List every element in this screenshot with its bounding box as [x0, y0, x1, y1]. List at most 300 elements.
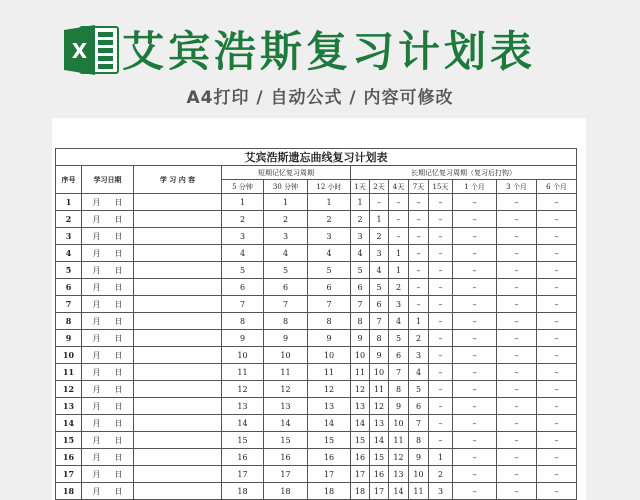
month-label: 月	[92, 435, 101, 445]
row-seq: 17	[56, 466, 82, 483]
long-term-cell[interactable]: 2	[409, 330, 429, 347]
long-term-cell[interactable]: 1	[389, 262, 409, 279]
long-term-cell[interactable]: –	[497, 279, 537, 296]
long-term-cell[interactable]: 12	[370, 398, 389, 415]
long-term-cell[interactable]: –	[453, 466, 497, 483]
long-term-cell[interactable]: –	[453, 279, 497, 296]
short-term-cell: 15	[264, 432, 308, 449]
short-term-cell: 1	[264, 194, 308, 211]
row-seq: 5	[56, 262, 82, 279]
long-term-cell[interactable]: 17	[351, 466, 370, 483]
row-seq: 14	[56, 415, 82, 432]
row-seq: 11	[56, 364, 82, 381]
row-date-cell[interactable]	[82, 313, 134, 330]
row-content-cell[interactable]	[134, 313, 222, 330]
table-row	[56, 466, 577, 483]
long-term-cell[interactable]: 7	[351, 296, 370, 313]
long-term-cell[interactable]: 10	[389, 415, 409, 432]
row-date-cell[interactable]	[82, 415, 134, 432]
short-term-cell: 15	[308, 432, 351, 449]
long-term-cell[interactable]: –	[429, 211, 453, 228]
day-label: 日	[114, 248, 123, 258]
table-row	[56, 279, 577, 296]
short-term-cell: 8	[264, 313, 308, 330]
row-content-cell[interactable]	[134, 330, 222, 347]
long-term-cell[interactable]: –	[537, 364, 577, 381]
long-term-cell[interactable]: –	[537, 296, 577, 313]
long-term-cell[interactable]: –	[429, 381, 453, 398]
row-content-cell[interactable]	[134, 211, 222, 228]
long-term-cell[interactable]: 6	[389, 347, 409, 364]
row-content-cell[interactable]	[134, 415, 222, 432]
long-term-cell[interactable]: –	[409, 279, 429, 296]
row-content-cell[interactable]	[134, 398, 222, 415]
long-term-cell[interactable]: –	[453, 262, 497, 279]
month-label: 月	[92, 367, 101, 377]
spreadsheet-page	[52, 118, 586, 500]
long-term-cell[interactable]: –	[453, 228, 497, 245]
row-date-cell[interactable]	[82, 364, 134, 381]
row-seq: 2	[56, 211, 82, 228]
long-term-cell[interactable]: 11	[370, 381, 389, 398]
long-term-cell[interactable]: 7	[370, 313, 389, 330]
long-term-cell[interactable]: 6	[409, 398, 429, 415]
col-header-short-0: 5 分钟	[222, 180, 264, 194]
long-term-cell[interactable]: –	[429, 296, 453, 313]
row-content-cell[interactable]	[134, 483, 222, 500]
table-row	[56, 449, 577, 466]
row-content-cell[interactable]	[134, 466, 222, 483]
month-label: 月	[92, 384, 101, 394]
day-label: 日	[114, 469, 123, 479]
long-term-cell[interactable]: –	[497, 296, 537, 313]
col-header-seq: 序号	[56, 166, 82, 194]
day-label: 日	[114, 486, 123, 496]
long-term-cell[interactable]: –	[537, 211, 577, 228]
short-term-cell: 13	[222, 398, 264, 415]
long-term-cell[interactable]: 16	[370, 466, 389, 483]
long-term-cell[interactable]: –	[429, 228, 453, 245]
short-term-cell: 4	[264, 245, 308, 262]
row-content-cell[interactable]	[134, 449, 222, 466]
day-label: 日	[114, 350, 123, 360]
short-term-cell: 7	[222, 296, 264, 313]
row-date-cell[interactable]	[82, 211, 134, 228]
long-term-cell[interactable]: 15	[370, 449, 389, 466]
long-term-cell[interactable]: –	[497, 449, 537, 466]
long-term-cell[interactable]: –	[429, 262, 453, 279]
long-term-cell[interactable]: 10	[351, 347, 370, 364]
table-row	[56, 415, 577, 432]
day-label: 日	[114, 367, 123, 377]
table-row	[56, 262, 577, 279]
row-date-cell[interactable]	[82, 483, 134, 500]
short-term-cell: 17	[222, 466, 264, 483]
table-row	[56, 330, 577, 347]
long-term-cell[interactable]: 1	[370, 211, 389, 228]
day-label: 日	[114, 214, 123, 224]
long-term-cell[interactable]: 1	[351, 194, 370, 211]
short-term-cell: 6	[222, 279, 264, 296]
long-term-cell[interactable]: –	[537, 228, 577, 245]
long-term-cell[interactable]: 9	[370, 347, 389, 364]
row-content-cell[interactable]	[134, 347, 222, 364]
month-label: 月	[92, 486, 101, 496]
long-term-cell[interactable]: 1	[429, 449, 453, 466]
short-term-cell: 16	[222, 449, 264, 466]
long-term-cell[interactable]: –	[453, 449, 497, 466]
table-row	[56, 483, 577, 500]
col-header-content: 学 习 内 容	[134, 166, 222, 194]
long-term-cell[interactable]: –	[370, 194, 389, 211]
short-term-cell: 10	[222, 347, 264, 364]
table-row	[56, 245, 577, 262]
long-term-cell[interactable]: –	[537, 398, 577, 415]
long-term-cell[interactable]: –	[409, 211, 429, 228]
long-term-cell[interactable]: –	[429, 194, 453, 211]
short-term-cell: 9	[264, 330, 308, 347]
day-label: 日	[114, 316, 123, 326]
short-term-cell: 5	[264, 262, 308, 279]
short-term-cell: 14	[308, 415, 351, 432]
long-term-cell[interactable]: –	[453, 313, 497, 330]
table-row	[56, 228, 577, 245]
short-term-cell: 18	[222, 483, 264, 500]
short-term-cell: 2	[308, 211, 351, 228]
table-row	[56, 211, 577, 228]
long-term-cell[interactable]: 13	[389, 466, 409, 483]
row-content-cell[interactable]	[134, 432, 222, 449]
month-label: 月	[92, 401, 101, 411]
long-term-cell[interactable]: –	[537, 313, 577, 330]
row-seq: 16	[56, 449, 82, 466]
table-row	[56, 364, 577, 381]
long-term-cell[interactable]: 9	[409, 449, 429, 466]
month-label: 月	[92, 248, 101, 258]
long-term-cell[interactable]: 11	[351, 364, 370, 381]
long-term-cell[interactable]: 8	[351, 313, 370, 330]
day-label: 日	[114, 197, 123, 207]
short-term-cell: 14	[264, 415, 308, 432]
page-title: 艾宾浩斯复习计划表	[122, 27, 537, 76]
long-term-cell[interactable]: 3	[351, 228, 370, 245]
table-row	[56, 432, 577, 449]
long-term-cell[interactable]: –	[537, 466, 577, 483]
col-header-long-3: 7天	[409, 180, 429, 194]
long-term-cell[interactable]: 14	[389, 483, 409, 500]
row-date-cell[interactable]	[82, 262, 134, 279]
short-term-cell: 2	[222, 211, 264, 228]
long-term-cell[interactable]: –	[497, 432, 537, 449]
long-term-cell[interactable]: –	[497, 262, 537, 279]
long-term-cell[interactable]: 5	[409, 381, 429, 398]
long-term-cell[interactable]: 7	[389, 364, 409, 381]
long-term-cell[interactable]: –	[497, 228, 537, 245]
long-term-cell[interactable]: 3	[409, 347, 429, 364]
short-term-cell: 14	[222, 415, 264, 432]
long-term-cell[interactable]: –	[497, 245, 537, 262]
long-term-cell[interactable]: 17	[370, 483, 389, 500]
long-term-cell[interactable]: –	[409, 228, 429, 245]
col-header-long-0: 1天	[351, 180, 370, 194]
long-term-cell[interactable]: –	[537, 347, 577, 364]
row-content-cell[interactable]	[134, 381, 222, 398]
row-content-cell[interactable]	[134, 262, 222, 279]
day-label: 日	[114, 435, 123, 445]
row-date-cell[interactable]	[82, 381, 134, 398]
long-term-cell[interactable]: –	[497, 415, 537, 432]
col-header-short-2: 12 小时	[308, 180, 351, 194]
short-term-cell: 4	[222, 245, 264, 262]
long-term-cell[interactable]: 4	[351, 245, 370, 262]
row-content-cell[interactable]	[134, 364, 222, 381]
review-schedule-table	[55, 148, 577, 500]
long-term-cell[interactable]: –	[453, 415, 497, 432]
long-term-cell[interactable]: –	[497, 211, 537, 228]
short-term-cell: 15	[222, 432, 264, 449]
row-content-cell[interactable]	[134, 245, 222, 262]
short-term-cell: 1	[222, 194, 264, 211]
day-label: 日	[114, 299, 123, 309]
long-term-cell[interactable]: –	[409, 296, 429, 313]
long-term-cell[interactable]: 3	[370, 245, 389, 262]
logo-letter: X	[71, 39, 88, 63]
table-row	[56, 194, 577, 211]
col-group-long-term: 长期记忆复习周期（复习后打钩）	[351, 166, 577, 180]
long-term-cell[interactable]: 9	[351, 330, 370, 347]
row-date-cell[interactable]	[82, 398, 134, 415]
long-term-cell[interactable]: –	[453, 330, 497, 347]
col-header-long-7: 6 个月	[537, 180, 577, 194]
long-term-cell[interactable]: 11	[389, 432, 409, 449]
day-label: 日	[114, 384, 123, 394]
col-header-date: 学习日期	[82, 166, 134, 194]
short-term-cell: 10	[308, 347, 351, 364]
row-content-cell[interactable]	[134, 296, 222, 313]
short-term-cell: 11	[264, 364, 308, 381]
row-seq: 1	[56, 194, 82, 211]
short-term-cell: 5	[222, 262, 264, 279]
long-term-cell[interactable]: –	[453, 432, 497, 449]
long-term-cell[interactable]: –	[429, 347, 453, 364]
row-seq: 12	[56, 381, 82, 398]
long-term-cell[interactable]: –	[429, 398, 453, 415]
long-term-cell[interactable]: –	[497, 194, 537, 211]
long-term-cell[interactable]: 5	[389, 330, 409, 347]
long-term-cell[interactable]: –	[537, 483, 577, 500]
row-content-cell[interactable]	[134, 194, 222, 211]
long-term-cell[interactable]: –	[429, 245, 453, 262]
long-term-cell[interactable]: 18	[351, 483, 370, 500]
long-term-cell[interactable]: 8	[389, 381, 409, 398]
long-term-cell[interactable]: 11	[409, 483, 429, 500]
month-label: 月	[92, 282, 101, 292]
month-label: 月	[92, 231, 101, 241]
month-label: 月	[92, 469, 101, 479]
long-term-cell[interactable]: –	[453, 483, 497, 500]
month-label: 月	[92, 265, 101, 275]
long-term-cell[interactable]: 16	[351, 449, 370, 466]
long-term-cell[interactable]: –	[453, 245, 497, 262]
long-term-cell[interactable]: –	[537, 330, 577, 347]
long-term-cell[interactable]: 6	[351, 279, 370, 296]
row-date-cell[interactable]	[82, 245, 134, 262]
long-term-cell[interactable]: –	[389, 194, 409, 211]
long-term-cell[interactable]: –	[497, 398, 537, 415]
day-label: 日	[114, 401, 123, 411]
long-term-cell[interactable]: –	[537, 432, 577, 449]
long-term-cell[interactable]: 6	[370, 296, 389, 313]
long-term-cell[interactable]: –	[497, 313, 537, 330]
row-date-cell[interactable]	[82, 296, 134, 313]
long-term-cell[interactable]: –	[453, 296, 497, 313]
long-term-cell[interactable]: 15	[351, 432, 370, 449]
short-term-cell: 16	[264, 449, 308, 466]
row-seq: 10	[56, 347, 82, 364]
long-term-cell[interactable]: 2	[370, 228, 389, 245]
long-term-cell[interactable]: 12	[389, 449, 409, 466]
long-term-cell[interactable]: 4	[389, 313, 409, 330]
short-term-cell: 7	[264, 296, 308, 313]
row-content-cell[interactable]	[134, 279, 222, 296]
long-term-cell[interactable]: –	[537, 415, 577, 432]
long-term-cell[interactable]: –	[453, 211, 497, 228]
short-term-cell: 8	[222, 313, 264, 330]
long-term-cell[interactable]: 3	[429, 483, 453, 500]
long-term-cell[interactable]: –	[453, 194, 497, 211]
day-label: 日	[114, 265, 123, 275]
row-date-cell[interactable]	[82, 279, 134, 296]
col-header-long-1: 2天	[370, 180, 389, 194]
short-term-cell: 3	[308, 228, 351, 245]
long-term-cell[interactable]: –	[537, 381, 577, 398]
month-label: 月	[92, 418, 101, 428]
long-term-cell[interactable]: –	[497, 364, 537, 381]
table-row	[56, 296, 577, 313]
long-term-cell[interactable]: –	[409, 262, 429, 279]
row-date-cell[interactable]	[82, 194, 134, 211]
long-term-cell[interactable]: 13	[370, 415, 389, 432]
long-term-cell[interactable]: 4	[409, 364, 429, 381]
short-term-cell: 11	[308, 364, 351, 381]
col-header-short-1: 30 分钟	[264, 180, 308, 194]
long-term-cell[interactable]: –	[429, 432, 453, 449]
row-date-cell[interactable]	[82, 228, 134, 245]
table-row	[56, 313, 577, 330]
long-term-cell[interactable]: –	[497, 381, 537, 398]
long-term-cell[interactable]: 2	[429, 466, 453, 483]
long-term-cell[interactable]: –	[497, 330, 537, 347]
short-term-cell: 3	[222, 228, 264, 245]
long-term-cell[interactable]: 14	[370, 432, 389, 449]
table-row	[56, 398, 577, 415]
long-term-cell[interactable]: –	[537, 245, 577, 262]
long-term-cell[interactable]: –	[453, 364, 497, 381]
long-term-cell[interactable]: –	[429, 330, 453, 347]
long-term-cell[interactable]: –	[537, 194, 577, 211]
long-term-cell[interactable]: 3	[389, 296, 409, 313]
long-term-cell[interactable]: 10	[370, 364, 389, 381]
long-term-cell[interactable]: –	[453, 347, 497, 364]
long-term-cell[interactable]: 4	[370, 262, 389, 279]
long-term-cell[interactable]: 1	[389, 245, 409, 262]
long-term-cell[interactable]: –	[429, 313, 453, 330]
long-term-cell[interactable]: –	[409, 245, 429, 262]
page-subtitle: A4打印 / 自动公式 / 内容可修改	[186, 88, 454, 108]
long-term-cell[interactable]: –	[537, 279, 577, 296]
short-term-cell: 18	[264, 483, 308, 500]
long-term-cell[interactable]: 14	[351, 415, 370, 432]
long-term-cell[interactable]: 10	[409, 466, 429, 483]
long-term-cell[interactable]: 13	[351, 398, 370, 415]
long-term-cell[interactable]: –	[429, 364, 453, 381]
long-term-cell[interactable]: 8	[370, 330, 389, 347]
row-seq: 7	[56, 296, 82, 313]
long-term-cell[interactable]: 5	[370, 279, 389, 296]
col-header-long-4: 15天	[429, 180, 453, 194]
short-term-cell: 2	[264, 211, 308, 228]
long-term-cell[interactable]: –	[497, 483, 537, 500]
day-label: 日	[114, 231, 123, 241]
short-term-cell: 5	[308, 262, 351, 279]
page-header	[0, 0, 640, 118]
row-seq: 4	[56, 245, 82, 262]
long-term-cell[interactable]: 12	[351, 381, 370, 398]
long-term-cell[interactable]: –	[429, 415, 453, 432]
row-date-cell[interactable]	[82, 347, 134, 364]
row-content-cell[interactable]	[134, 228, 222, 245]
short-term-cell: 18	[308, 483, 351, 500]
short-term-cell: 9	[308, 330, 351, 347]
long-term-cell[interactable]: –	[497, 347, 537, 364]
long-term-cell[interactable]: 5	[351, 262, 370, 279]
row-date-cell[interactable]	[82, 330, 134, 347]
short-term-cell: 8	[308, 313, 351, 330]
short-term-cell: 16	[308, 449, 351, 466]
short-term-cell: 6	[264, 279, 308, 296]
long-term-cell[interactable]: –	[389, 211, 409, 228]
row-seq: 8	[56, 313, 82, 330]
long-term-cell[interactable]: –	[537, 262, 577, 279]
short-term-cell: 10	[264, 347, 308, 364]
row-date-cell[interactable]	[82, 432, 134, 449]
short-term-cell: 11	[222, 364, 264, 381]
table-row	[56, 381, 577, 398]
col-header-long-5: 1 个月	[453, 180, 497, 194]
row-seq: 15	[56, 432, 82, 449]
long-term-cell[interactable]: –	[453, 398, 497, 415]
row-seq: 3	[56, 228, 82, 245]
long-term-cell[interactable]: 7	[409, 415, 429, 432]
long-term-cell[interactable]: –	[389, 228, 409, 245]
long-term-cell[interactable]: 2	[389, 279, 409, 296]
row-seq: 9	[56, 330, 82, 347]
long-term-cell[interactable]: –	[409, 194, 429, 211]
long-term-cell[interactable]: 1	[409, 313, 429, 330]
long-term-cell[interactable]: 8	[409, 432, 429, 449]
long-term-cell[interactable]: 2	[351, 211, 370, 228]
long-term-cell[interactable]: –	[537, 449, 577, 466]
row-date-cell[interactable]	[82, 449, 134, 466]
col-header-long-2: 4天	[389, 180, 409, 194]
long-term-cell[interactable]: –	[453, 381, 497, 398]
long-term-cell[interactable]: –	[497, 466, 537, 483]
row-seq: 6	[56, 279, 82, 296]
row-date-cell[interactable]	[82, 466, 134, 483]
long-term-cell[interactable]: –	[429, 279, 453, 296]
short-term-cell: 9	[222, 330, 264, 347]
long-term-cell[interactable]: 9	[389, 398, 409, 415]
